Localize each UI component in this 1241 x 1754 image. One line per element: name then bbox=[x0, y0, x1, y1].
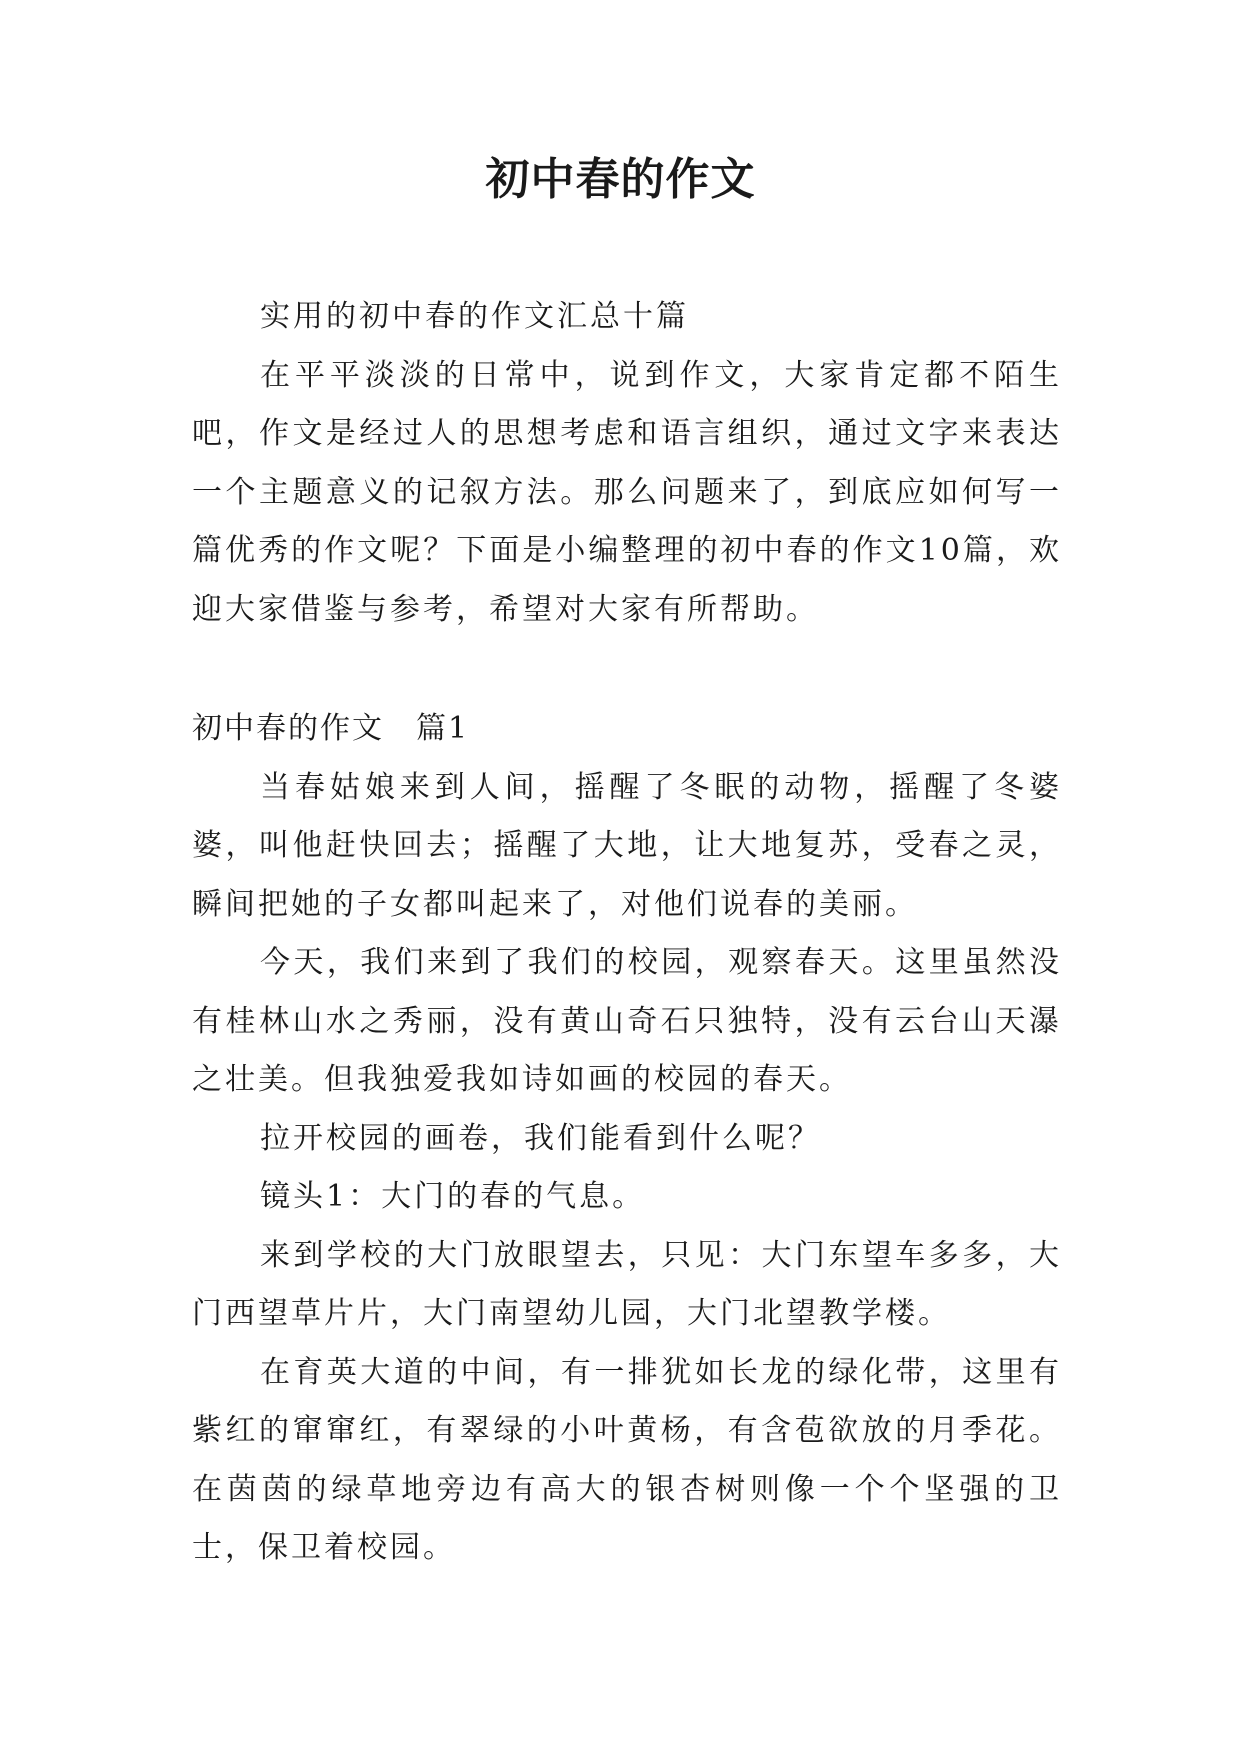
body-paragraph: 来到学校的大门放眼望去，只见：大门东望车多多，大门西望草片片，大门南望幼儿园，大门北望教学楼。 bbox=[192, 1237, 1062, 1331]
document-subtitle: 实用的初中春的作文汇总十篇 bbox=[260, 299, 689, 334]
section-spacer bbox=[192, 639, 1062, 700]
section-heading: 初中春的作文 篇1 bbox=[192, 711, 470, 746]
document-body bbox=[192, 288, 1062, 1578]
body-paragraph: 当春姑娘来到人间，摇醒了冬眠的动物，摇醒了冬婆婆，叫他赶快回去；摇醒了大地，让大地复苏，受春之灵，瞬间把她的子女都叫起来了，对他们说春的美丽。 bbox=[192, 769, 1062, 922]
body-paragraph: 镜头1：大门的春的气息。 bbox=[260, 1179, 646, 1214]
body-paragraph: 在育英大道的中间，有一排犹如长龙的绿化带，这里有紫红的窜窜红，有翠绿的小叶黄杨，有含苞欲放的月季花。在茵茵的绿草地旁边有高大的银杏树则像一个个坚强的卫士，保卫着校园。 bbox=[192, 1354, 1062, 1565]
intro-paragraph: 在平平淡淡的日常中，说到作文，大家肯定都不陌生吧，作文是经过人的思想考虑和语言组织，通过文字来表达一个主题意义的记叙方法。那么问题来了，到底应如何写一篇优秀的作文呢？下面是小编整理的初中春的作文10篇，欢迎大家借鉴与参考，希望对大家有所帮助。 bbox=[192, 357, 1062, 627]
page-title: 初中春的作文 bbox=[485, 154, 756, 205]
body-paragraph: 今天，我们来到了我们的校园，观察春天。这里虽然没有桂林山水之秀丽，没有黄山奇石只独特，没有云台山天瀑之壮美。但我独爱我如诗如画的校园的春天。 bbox=[192, 945, 1062, 1097]
body-paragraph: 拉开校园的画卷，我们能看到什么呢？ bbox=[260, 1120, 821, 1156]
